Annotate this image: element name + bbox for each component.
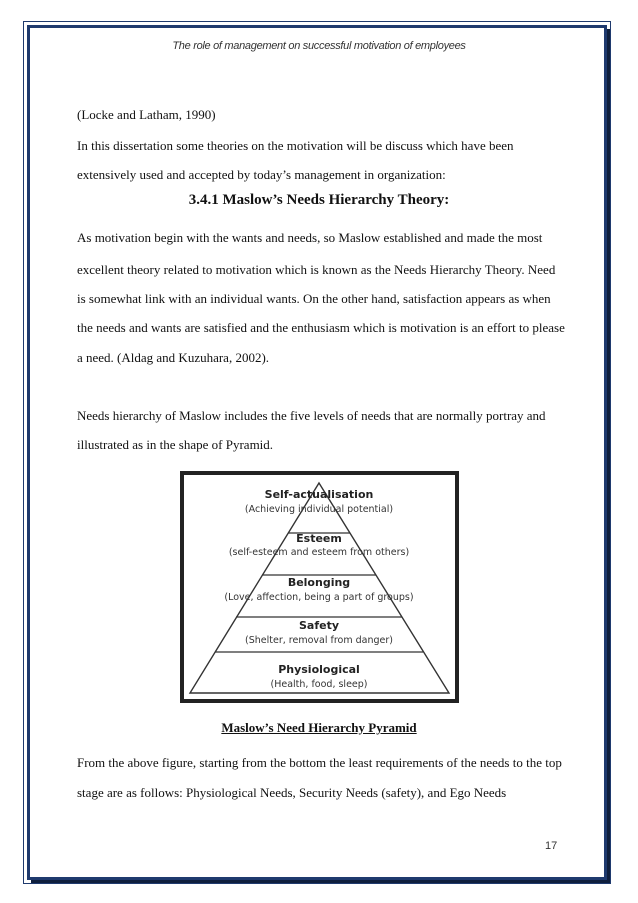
level-name-esteem: Esteem xyxy=(296,532,342,545)
body-line-3: is somewhat link with an individual wants. On the other hand, satisfaction appears as when xyxy=(77,291,551,306)
body-line-6: Needs hierarchy of Maslow includes the five levels of needs that are normally portray and xyxy=(77,408,546,423)
after-line-1: From the above figure, starting from the bottom the least requirements of the needs to the top xyxy=(77,755,562,770)
level-name-physiological: Physiological xyxy=(278,663,360,676)
body-line-1: As motivation begin with the wants and needs, so Maslow established and made the most xyxy=(77,230,543,245)
figure-caption: Maslow’s Need Hierarchy Pyramid xyxy=(221,720,417,735)
body-line-7: illustrated as in the shape of Pyramid. xyxy=(77,437,274,452)
after-line-2: stage are as follows: Physiological Needs, Security Needs (safety), and Ego Needs xyxy=(77,785,507,800)
pyramid-diagram xyxy=(184,475,455,699)
section-heading: 3.4.1 Maslow’s Needs Hierarchy Theory: xyxy=(188,192,450,208)
body-line-2: excellent theory related to motivation which is known as the Needs Hierarchy Theory. Need xyxy=(77,262,556,277)
page-number: 17 xyxy=(545,840,558,852)
level-name-safety: Safety xyxy=(298,619,340,632)
level-desc-self-actualisation: (Achieving individual potential) xyxy=(244,504,394,515)
intro-line-2: extensively used and accepted by today’s management in organization: xyxy=(77,167,446,182)
level-name-self-actualisation: Self-actualisation xyxy=(264,488,374,501)
level-desc-belonging: (Love, affection, being a part of groups) xyxy=(224,592,414,603)
level-desc-esteem: (self-esteem and esteem from others) xyxy=(228,547,410,558)
body-line-4: the needs and wants are satisfied and the enthusiasm which is motivation is an effort to please xyxy=(77,320,565,335)
level-name-belonging: Belonging xyxy=(287,576,351,589)
running-header: The role of management on successful motivation of employees xyxy=(172,40,466,52)
citation-text: (Locke and Latham, 1990) xyxy=(77,107,216,122)
intro-line-1: In this dissertation some theories on the motivation will be discuss which have been xyxy=(77,138,514,153)
level-desc-physiological: (Health, food, sleep) xyxy=(270,679,368,690)
body-line-5: a need. (Aldag and Kuzuhara, 2002). xyxy=(77,350,270,365)
pyramid-figure xyxy=(180,471,459,703)
level-desc-safety: (Shelter, removal from danger) xyxy=(245,635,393,646)
